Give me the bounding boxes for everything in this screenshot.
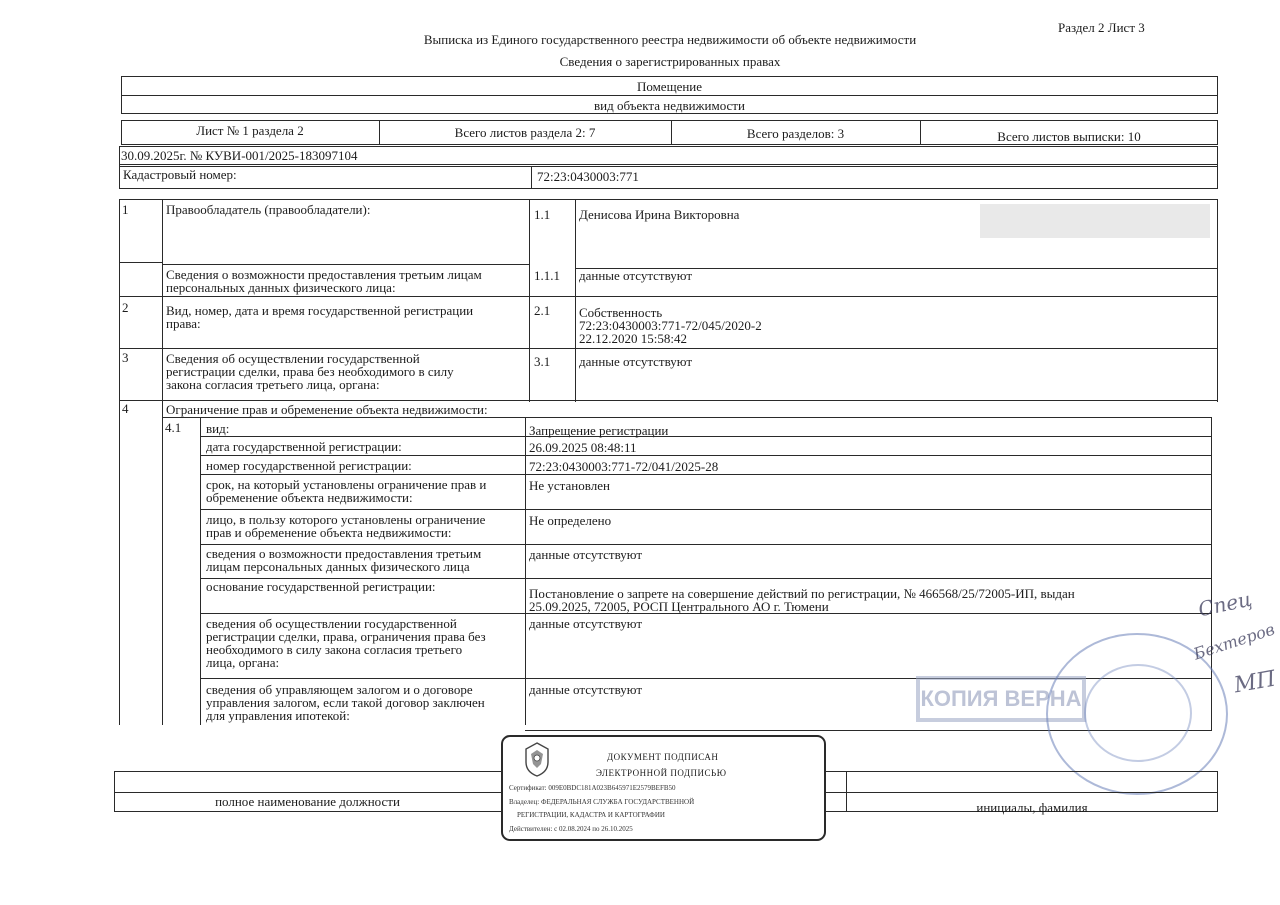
cadastral-label: Кадастровый номер: xyxy=(123,167,237,182)
row-1-1-value: данные отсутствуют xyxy=(579,268,693,283)
registration-number-label: номер государственной регистрации: xyxy=(206,458,412,473)
document-title: Выписка из Единого государственного реестра недвижимости об объекте недвижимости xyxy=(423,32,917,47)
personal-data-value: данные отсутствуют xyxy=(529,547,643,562)
row-1-sub-number: 1.1 xyxy=(534,207,551,222)
total-extract-sheets: Всего листов выписки: 10 xyxy=(997,129,1141,144)
redaction-blur xyxy=(980,204,1210,238)
registration-basis-label: основание государственной регистрации: xyxy=(206,579,436,594)
restriction-term-value: Не установлен xyxy=(529,478,610,493)
third-party-consent-label: сведения об осуществлении государственной регистрации сделки, права, ограничения права без необходимого в силу закона согласия третьего лица, органа: xyxy=(206,616,486,670)
row-2-sub-number: 2.1 xyxy=(534,303,551,318)
handwritten-initials: МП xyxy=(1232,666,1278,699)
row-3-value: данные отсутствуют xyxy=(579,354,693,369)
official-seal-inner xyxy=(1084,664,1192,762)
document-subtitle: Сведения о зарегистрированных правах xyxy=(559,54,781,69)
row-2-label: Вид, номер, дата и время государственной регистрации права: xyxy=(166,303,474,331)
sheet-number: Лист № 1 раздела 2 xyxy=(196,123,304,138)
object-type-value: Помещение xyxy=(636,79,703,94)
signature-owner: Владелец: ФЕДЕРАЛЬНАЯ СЛУЖБА ГОСУДАРСТВЕННОЙ xyxy=(509,798,695,806)
handwritten-position: Спец xyxy=(1196,586,1254,622)
pledge-manager-label: сведения об управляющем залогом и о договоре управления залогом, если такой договор заключен для управления ипотекой: xyxy=(206,682,485,723)
signature-certificate: Сертификат: 009E0BDC181A023B645971E2579BEFB50 xyxy=(509,784,676,792)
signature-validity: Действителен: с 02.08.2024 по 26.10.2025 xyxy=(509,825,633,833)
cadastral-value: 72:23:0430003:771 xyxy=(537,169,639,184)
registration-basis-value: Постановление о запрете на совершение действий по регистрации, № 466568/25/72005-ИП, выдан 25.09.2025, 72005, РОСП Центрального АО г. Тюмени xyxy=(529,586,1075,614)
copy-certified-stamp: КОПИЯ ВЕРНА xyxy=(916,676,1086,722)
row-1-1-sub-number: 1.1.1 xyxy=(534,268,560,283)
signature-title-2: ЭЛЕКТРОННОЙ ПОДПИСЬЮ xyxy=(596,768,727,778)
registration-number-value: 72:23:0430003:771-72/041/2025-28 xyxy=(529,459,719,474)
row-1-holder-name: Денисова Ирина Викторовна xyxy=(579,207,740,222)
signature-owner-2: РЕГИСТРАЦИИ, КАДАСТРА И КАРТОГРАФИИ xyxy=(517,811,665,819)
section-sheet-label: Раздел 2 Лист 3 xyxy=(1058,20,1145,35)
restriction-kind-value: Запрещение регистрации xyxy=(529,423,669,438)
row-3-number: 3 xyxy=(122,350,129,365)
restriction-term-label: срок, на который установлены ограничение прав и обременение объекта недвижимости: xyxy=(206,477,487,505)
row-3-label: Сведения об осуществлении государственной регистрации сделки, права без необходимого в силу закона согласия третьего лица, органа: xyxy=(166,351,454,392)
position-caption: полное наименование должности xyxy=(215,794,400,809)
row-4-sub-number: 4.1 xyxy=(165,420,182,435)
row-3-sub-number: 3.1 xyxy=(534,354,551,369)
row-4-label: Ограничение прав и обременение объекта недвижимости: xyxy=(166,402,488,417)
registration-date-value: 26.09.2025 08:48:11 xyxy=(529,440,637,455)
signature-title-1: ДОКУМЕНТ ПОДПИСАН xyxy=(607,752,719,762)
restriction-kind-label: вид: xyxy=(206,421,230,436)
personal-data-label: сведения о возможности предоставления третьим лицам персональных данных физического лица xyxy=(206,546,482,574)
row-2-number: 2 xyxy=(122,300,129,315)
third-party-consent-value: данные отсутствуют xyxy=(529,616,643,631)
row-4-number: 4 xyxy=(122,401,129,416)
name-caption: инициалы, фамилия xyxy=(976,800,1088,815)
row-2-value: Собственность 72:23:0430003:771-72/045/2020-2 22.12.2020 15:58:42 xyxy=(579,305,762,346)
emblem-icon xyxy=(520,740,554,778)
row-1-number: 1 xyxy=(122,202,129,217)
pledge-manager-value: данные отсутствуют xyxy=(529,682,643,697)
total-sections: Всего разделов: 3 xyxy=(746,126,845,141)
document-date-number: 30.09.2025г. № КУВИ-001/2025-183097104 xyxy=(121,148,358,163)
handwritten-surname: Бехтеров xyxy=(1191,619,1277,664)
row-1-label: Правообладатель (правообладатели): xyxy=(166,202,371,217)
row-1-1-label: Сведения о возможности предоставления третьим лицам персональных данных физического лица: xyxy=(166,267,482,295)
registration-date-label: дата государственной регистрации: xyxy=(206,439,402,454)
beneficiary-label: лицо, в пользу которого установлены ограничение прав и обременение объекта недвижимости: xyxy=(206,512,486,540)
beneficiary-value: Не определено xyxy=(529,513,612,528)
total-section-sheets: Всего листов раздела 2: 7 xyxy=(454,125,596,140)
object-type-caption: вид объекта недвижимости xyxy=(594,98,745,113)
